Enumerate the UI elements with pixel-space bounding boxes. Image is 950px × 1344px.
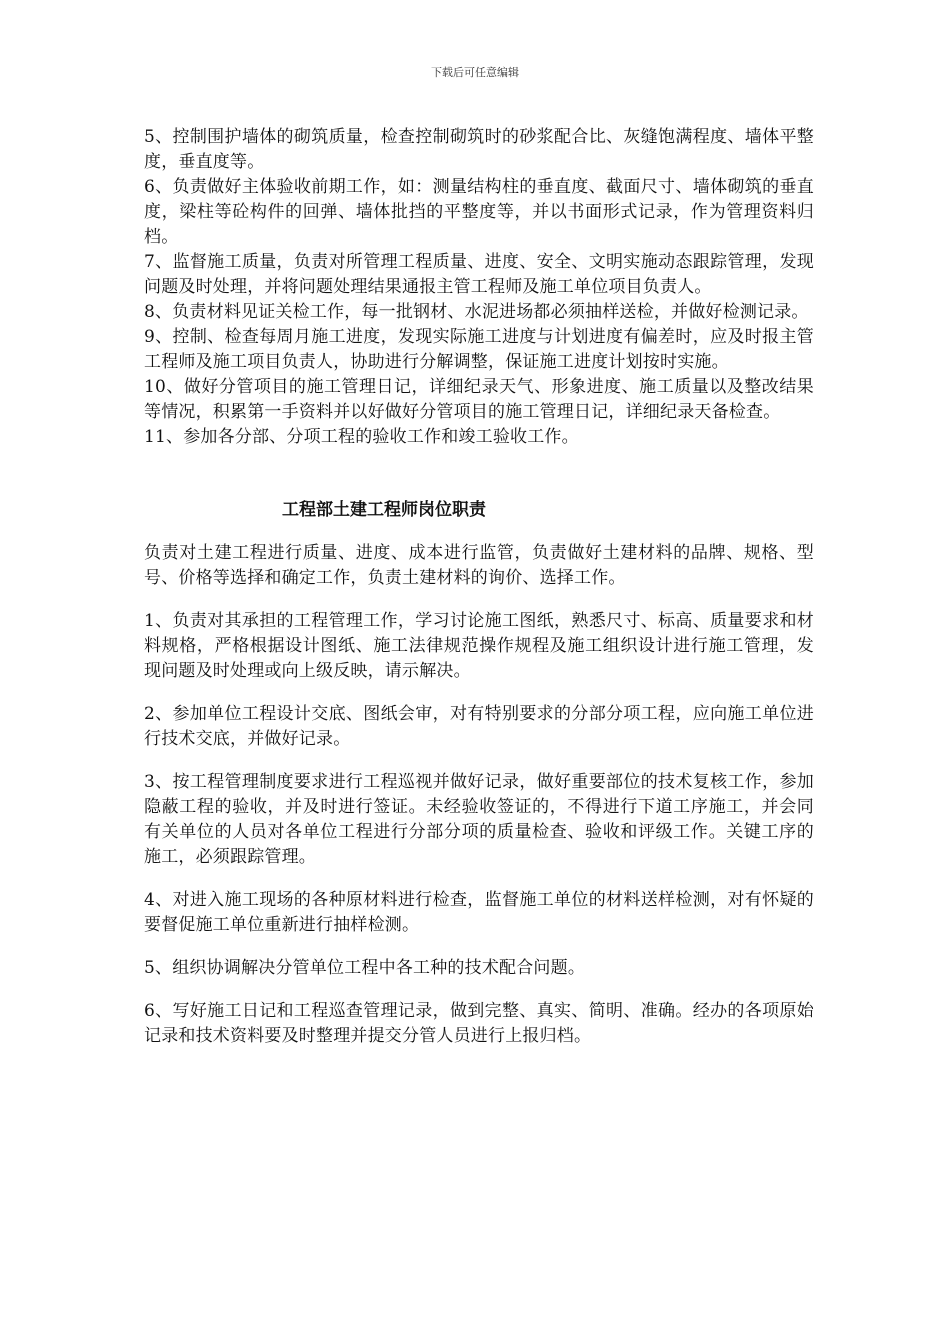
section-title: 工程部土建工程师岗位职责 xyxy=(282,500,486,520)
list-item-10: 10、做好分管项目的施工管理日记，详细纪录天气、形象进度、施工质量以及整改结果等情况，积累第一手资料并以好做好分管项目的施工管理日记，详细纪录天备检查。 xyxy=(144,377,814,422)
section-intro: 负责对土建工程进行质量、进度、成本进行监管，负责做好土建材料的品牌、规格、型号、价格等选择和确定工作，负责土建材料的询价、选择工作。 xyxy=(144,543,814,588)
duty-item-4: 4、对进入施工现场的各种原材料进行检查，监督施工单位的材料送样检测，对有怀疑的要督促施工单位重新进行抽样检测。 xyxy=(144,890,814,935)
duty-item-3: 3、按工程管理制度要求进行工程巡视并做好记录，做好重要部位的技术复核工作，参加隐蔽工程的验收，并及时进行签证。未经验收签证的，不得进行下道工序施工，并会同有关单位的人员对各单位工程进行分部分项的质量检查、验收和评级工作。关键工序的施工，必须跟踪管理。 xyxy=(144,772,814,867)
header-watermark: 下载后可任意编辑 xyxy=(431,66,519,79)
document-body xyxy=(144,125,814,1067)
duty-item-1: 1、负责对其承担的工程管理工作，学习讨论施工图纸，熟悉尺寸、标高、质量要求和材料规格，严格根据设计图纸、施工法律规范操作规程及施工组织设计进行施工管理，发现问题及时处理或向上级反映，请示解决。 xyxy=(144,611,814,681)
list-item-5: 5、控制围护墙体的砌筑质量，检查控制砌筑时的砂浆配合比、灰缝饱满程度、墙体平整度，垂直度等。 xyxy=(144,127,814,172)
list-item-6: 6、负责做好主体验收前期工作，如：测量结构柱的垂直度、截面尺寸、墙体砌筑的垂直度，梁柱等砼构件的回弹、墙体批挡的平整度等，并以书面形式记录，作为管理资料归档。 xyxy=(144,177,814,247)
duty-list xyxy=(144,609,814,1049)
responsibility-list xyxy=(144,125,814,450)
list-item-7: 7、监督施工质量，负责对所管理工程质量、进度、安全、文明实施动态跟踪管理，发现问题及时处理，并将问题处理结果通报主管工程师及施工单位项目负责人。 xyxy=(144,252,814,297)
duty-item-2: 2、参加单位工程设计交底、图纸会审，对有特别要求的分部分项工程，应向施工单位进行技术交底，并做好记录。 xyxy=(144,704,814,749)
list-item-9: 9、控制、检查每周月施工进度，发现实际施工进度与计划进度有偏差时，应及时报主管工程师及施工项目负责人，协助进行分解调整，保证施工进度计划按时实施。 xyxy=(144,327,814,372)
duty-item-5: 5、组织协调解决分管单位工程中各工种的技术配合问题。 xyxy=(144,958,586,978)
duty-item-6: 6、写好施工日记和工程巡查管理记录，做到完整、真实、简明、准确。经办的各项原始记录和技术资料要及时整理并提交分管人员进行上报归档。 xyxy=(144,1001,814,1046)
list-item-8: 8、负责材料见证关检工作，每一批钢材、水泥进场都必须抽样送检，并做好检测记录。 xyxy=(144,302,809,322)
list-item-11: 11、参加各分部、分项工程的验收工作和竣工验收工作。 xyxy=(144,427,579,447)
